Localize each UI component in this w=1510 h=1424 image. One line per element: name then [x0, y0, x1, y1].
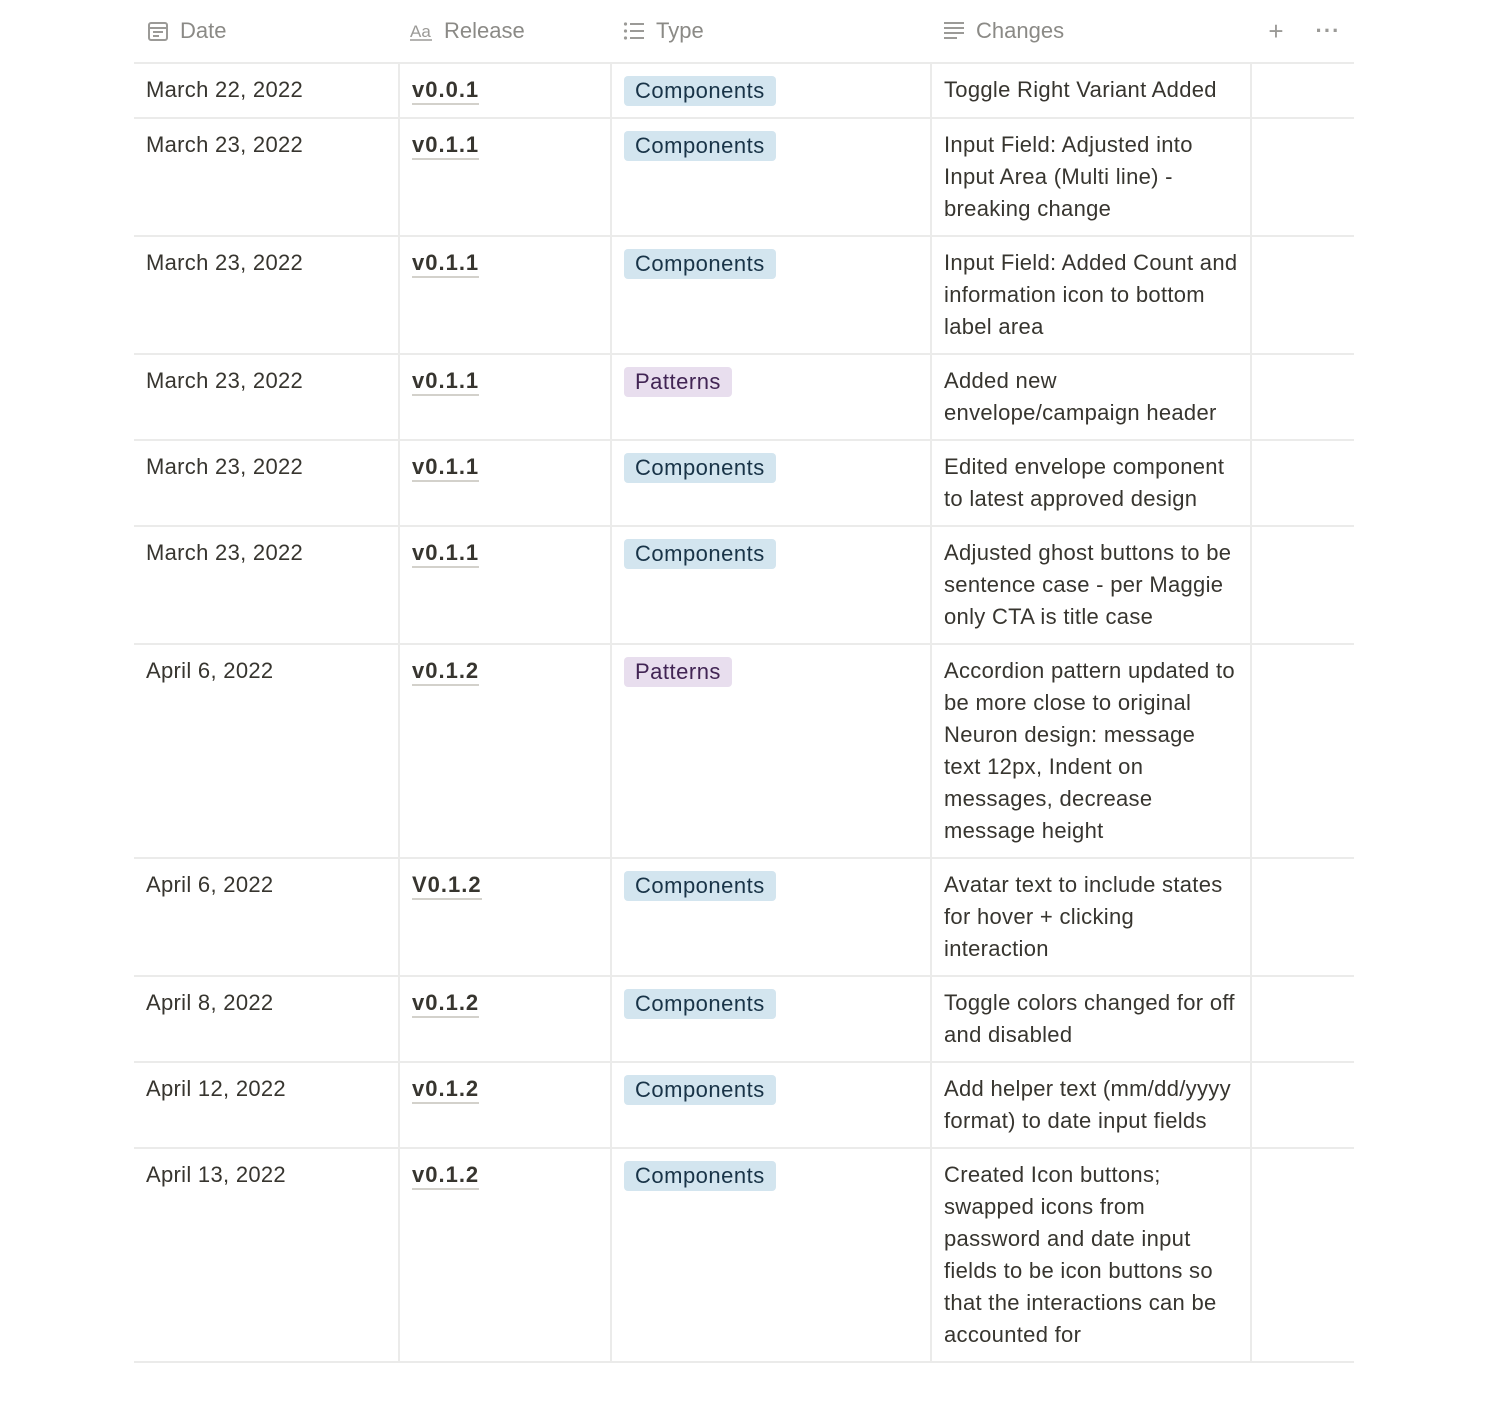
more-icon[interactable]: ··· [1315, 18, 1341, 43]
cell-empty[interactable] [1250, 237, 1354, 353]
cell-release [398, 977, 610, 1061]
changelog-table [134, 0, 1354, 1363]
cell-release [398, 64, 610, 117]
cell-type[interactable] [610, 355, 930, 439]
release-link[interactable]: v0.1.2 [412, 990, 479, 1018]
cell-empty[interactable] [1250, 1063, 1354, 1147]
release-link[interactable]: v0.1.2 [412, 1076, 479, 1104]
table-row[interactable] [134, 1063, 1354, 1149]
release-link[interactable]: v0.1.1 [412, 540, 479, 568]
table-body [134, 64, 1354, 1363]
cell-empty[interactable] [1250, 977, 1354, 1061]
cell-date[interactable]: April 6, 2022 [146, 658, 274, 683]
column-header-date-label: Date [180, 18, 227, 43]
cell-type[interactable] [610, 119, 930, 235]
type-tag: Components [624, 539, 776, 569]
type-tag: Components [624, 249, 776, 279]
table-row[interactable] [134, 859, 1354, 977]
cell-changes[interactable]: Toggle Right Variant Added [930, 64, 1250, 117]
cell-changes[interactable]: Input Field: Adjusted into Input Area (Multi line) - breaking change [930, 119, 1250, 235]
cell-type[interactable] [610, 237, 930, 353]
paragraph-icon [942, 19, 966, 43]
column-header-type[interactable] [610, 0, 930, 62]
type-tag: Patterns [624, 367, 732, 397]
cell-date[interactable]: April 12, 2022 [146, 1076, 286, 1101]
text-aa-icon [410, 19, 434, 43]
plus-icon[interactable]: + [1268, 15, 1284, 46]
type-tag: Patterns [624, 657, 732, 687]
cell-date[interactable]: March 22, 2022 [146, 77, 304, 102]
cell-release [398, 237, 610, 353]
release-link[interactable]: v0.1.1 [412, 454, 479, 482]
cell-release [398, 355, 610, 439]
release-link[interactable]: v0.1.1 [412, 368, 479, 396]
table-row[interactable] [134, 527, 1354, 645]
cell-release [398, 119, 610, 235]
cell-empty[interactable] [1250, 64, 1354, 117]
column-header-release-label: Release [444, 18, 525, 43]
table-row[interactable] [134, 64, 1354, 119]
release-link[interactable]: v0.1.2 [412, 1162, 479, 1190]
table-row[interactable] [134, 355, 1354, 441]
cell-date[interactable]: March 23, 2022 [146, 454, 304, 479]
table-row[interactable] [134, 237, 1354, 355]
column-header-date[interactable] [134, 0, 398, 62]
type-tag: Components [624, 131, 776, 161]
cell-type[interactable] [610, 64, 930, 117]
cell-type[interactable] [610, 1149, 930, 1361]
type-tag: Components [624, 871, 776, 901]
cell-changes[interactable]: Toggle colors changed for off and disabled [930, 977, 1250, 1061]
cell-date[interactable]: March 23, 2022 [146, 132, 304, 157]
cell-empty[interactable] [1250, 527, 1354, 643]
cell-empty[interactable] [1250, 859, 1354, 975]
cell-changes[interactable]: Created Icon buttons; swapped icons from password and date input fields to be icon buttons so that the interactions can be accounted for [930, 1149, 1250, 1361]
cell-date[interactable]: March 23, 2022 [146, 250, 304, 275]
release-link[interactable]: V0.1.2 [412, 872, 482, 900]
cell-empty[interactable] [1250, 119, 1354, 235]
type-tag: Components [624, 76, 776, 106]
release-link[interactable]: v0.1.1 [412, 250, 479, 278]
cell-date[interactable]: March 23, 2022 [146, 540, 304, 565]
cell-type[interactable] [610, 527, 930, 643]
cell-changes[interactable]: Avatar text to include states for hover + clicking interaction [930, 859, 1250, 975]
list-icon [622, 19, 646, 43]
release-link[interactable]: v0.0.1 [412, 77, 479, 105]
calendar-icon [146, 19, 170, 43]
table-row[interactable] [134, 1149, 1354, 1363]
cell-type[interactable] [610, 1063, 930, 1147]
column-header-changes-label: Changes [976, 18, 1065, 43]
cell-release [398, 441, 610, 525]
cell-empty[interactable] [1250, 355, 1354, 439]
table-header [134, 0, 1354, 64]
type-tag: Components [624, 1075, 776, 1105]
table-row[interactable] [134, 645, 1354, 859]
cell-empty[interactable] [1250, 441, 1354, 525]
table-row[interactable] [134, 441, 1354, 527]
table-row[interactable] [134, 977, 1354, 1063]
cell-date[interactable]: March 23, 2022 [146, 368, 304, 393]
cell-release [398, 645, 610, 857]
cell-date[interactable]: April 13, 2022 [146, 1162, 286, 1187]
cell-empty[interactable] [1250, 645, 1354, 857]
cell-release [398, 1149, 610, 1361]
release-link[interactable]: v0.1.2 [412, 658, 479, 686]
column-header-type-label: Type [656, 18, 704, 43]
cell-empty[interactable] [1250, 1149, 1354, 1361]
header-actions [1250, 0, 1354, 62]
svg-text:Aa: Aa [410, 22, 431, 41]
cell-changes[interactable]: Added new envelope/campaign header [930, 355, 1250, 439]
cell-changes[interactable]: Input Field: Added Count and information icon to bottom label area [930, 237, 1250, 353]
cell-date[interactable]: April 6, 2022 [146, 872, 274, 897]
cell-changes[interactable]: Edited envelope component to latest approved design [930, 441, 1250, 525]
table-row[interactable] [134, 119, 1354, 237]
cell-release [398, 527, 610, 643]
release-link[interactable]: v0.1.1 [412, 132, 479, 160]
type-tag: Components [624, 453, 776, 483]
cell-type[interactable] [610, 977, 930, 1061]
cell-changes[interactable]: Adjusted ghost buttons to be sentence case - per Maggie only CTA is title case [930, 527, 1250, 643]
cell-changes[interactable]: Accordion pattern updated to be more close to original Neuron design: message text 12px, Indent on messages, decrease message height [930, 645, 1250, 857]
cell-type[interactable] [610, 441, 930, 525]
column-header-release[interactable] [398, 0, 610, 62]
column-header-changes[interactable] [930, 0, 1250, 62]
cell-type[interactable] [610, 645, 930, 857]
type-tag: Components [624, 989, 776, 1019]
cell-type[interactable] [610, 859, 930, 975]
cell-date[interactable]: April 8, 2022 [146, 990, 274, 1015]
type-tag: Components [624, 1161, 776, 1191]
cell-changes[interactable]: Add helper text (mm/dd/yyyy format) to date input fields [930, 1063, 1250, 1147]
cell-release [398, 859, 610, 975]
cell-release [398, 1063, 610, 1147]
